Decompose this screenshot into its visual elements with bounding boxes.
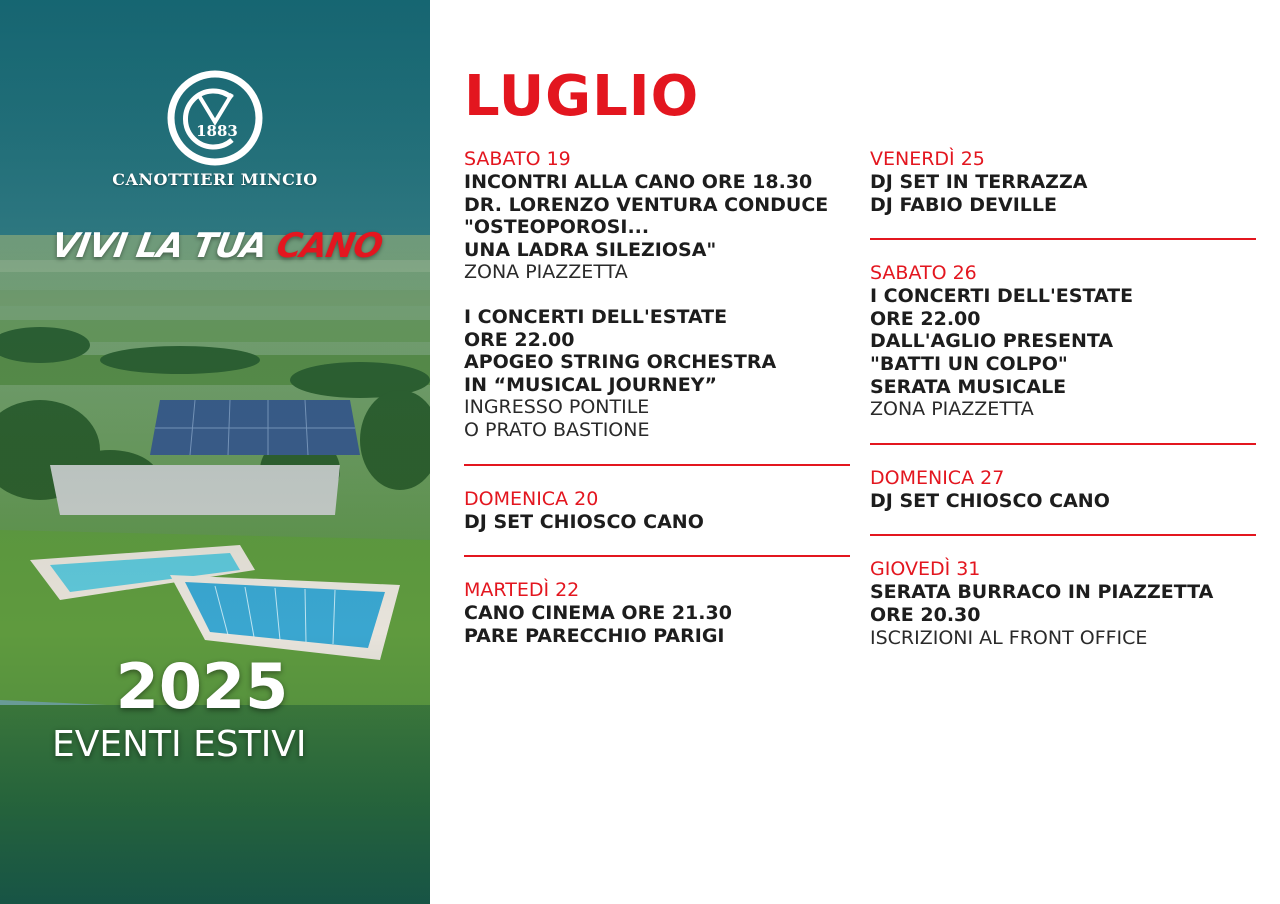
event-item (870, 148, 1256, 216)
event-location: O PRATO BASTIONE (464, 418, 650, 441)
slogan-red: CANO (273, 226, 386, 266)
divider (870, 443, 1256, 445)
event-item (464, 579, 850, 647)
schedule-column-right (870, 148, 1256, 649)
event-line: DJ FABIO DEVILLE (870, 193, 1057, 216)
event-line: I CONCERTI DELL'ESTATE (870, 285, 1134, 308)
month-title: LUGLIO (464, 64, 700, 129)
slogan-white: VIVI LA TUA (48, 226, 270, 266)
divider (870, 238, 1256, 240)
event-item (870, 262, 1256, 421)
event-line: DJ SET IN TERRAZZA (870, 171, 1088, 193)
brand-name: CANOTTIERI MINCIO (112, 170, 318, 189)
event-line: ORE 20.30 (870, 603, 981, 626)
photo-panel (0, 0, 430, 904)
event-line: ORE 22.00 (464, 328, 575, 351)
event-line: IN “MUSICAL JOURNEY” (464, 373, 717, 396)
event-line: DJ SET CHIOSCO CANO (464, 510, 704, 533)
event-line: "BATTI UN COLPO" (870, 352, 1068, 375)
event-location: ZONA PIAZZETTA (870, 398, 1034, 421)
event-location: ZONA PIAZZETTA (464, 261, 628, 284)
event-item (464, 488, 850, 534)
event-item (870, 467, 1256, 513)
divider (464, 464, 850, 466)
event-line: CANO CINEMA ORE 21.30 (464, 602, 732, 625)
event-line: DR. LORENZO VENTURA CONDUCE (464, 193, 829, 216)
event-location: INGRESSO PONTILE (464, 396, 650, 419)
event-item (464, 148, 850, 442)
schedule-column-left (464, 148, 850, 647)
event-day: DOMENICA 20 (464, 487, 599, 510)
club-logo (110, 70, 320, 189)
event-line: APOGEO STRING ORCHESTRA (464, 351, 777, 374)
event-location: ISCRIZIONI AL FRONT OFFICE (870, 626, 1148, 649)
event-day: MARTEDÌ 22 (464, 579, 580, 602)
event-line: ORE 22.00 (870, 307, 981, 330)
event-day: GIOVEDÌ 31 (870, 558, 981, 581)
divider (870, 534, 1256, 536)
event-day: SABATO 19 (464, 148, 571, 170)
event-line: SERATA BURRACO IN PIAZZETTA (870, 581, 1214, 604)
monogram-icon (160, 70, 270, 166)
event-line: DJ SET CHIOSCO CANO (870, 489, 1110, 512)
year-badge-text: 1883 (196, 122, 238, 140)
event-day: VENERDÌ 25 (870, 148, 985, 170)
event-line: INCONTRI ALLA CANO ORE 18.30 (464, 171, 813, 193)
event-day: DOMENICA 27 (870, 466, 1005, 489)
event-line: SERATA MUSICALE (870, 375, 1067, 398)
event-line: DALL'AGLIO PRESENTA (870, 330, 1114, 353)
event-day: SABATO 26 (870, 262, 977, 285)
slogan (48, 226, 385, 266)
schedule-panel (430, 0, 1280, 904)
poster-year: 2025 (115, 650, 289, 723)
event-line: I CONCERTI DELL'ESTATE (464, 305, 728, 328)
event-line: PARE PARECCHIO PARIGI (464, 624, 725, 647)
event-line: UNA LADRA SILEZIOSA" (464, 238, 717, 261)
poster-subtitle: EVENTI ESTIVI (52, 724, 307, 765)
event-line: "OSTEOPOROSI... (464, 216, 650, 239)
event-item (870, 558, 1256, 649)
divider (464, 555, 850, 557)
